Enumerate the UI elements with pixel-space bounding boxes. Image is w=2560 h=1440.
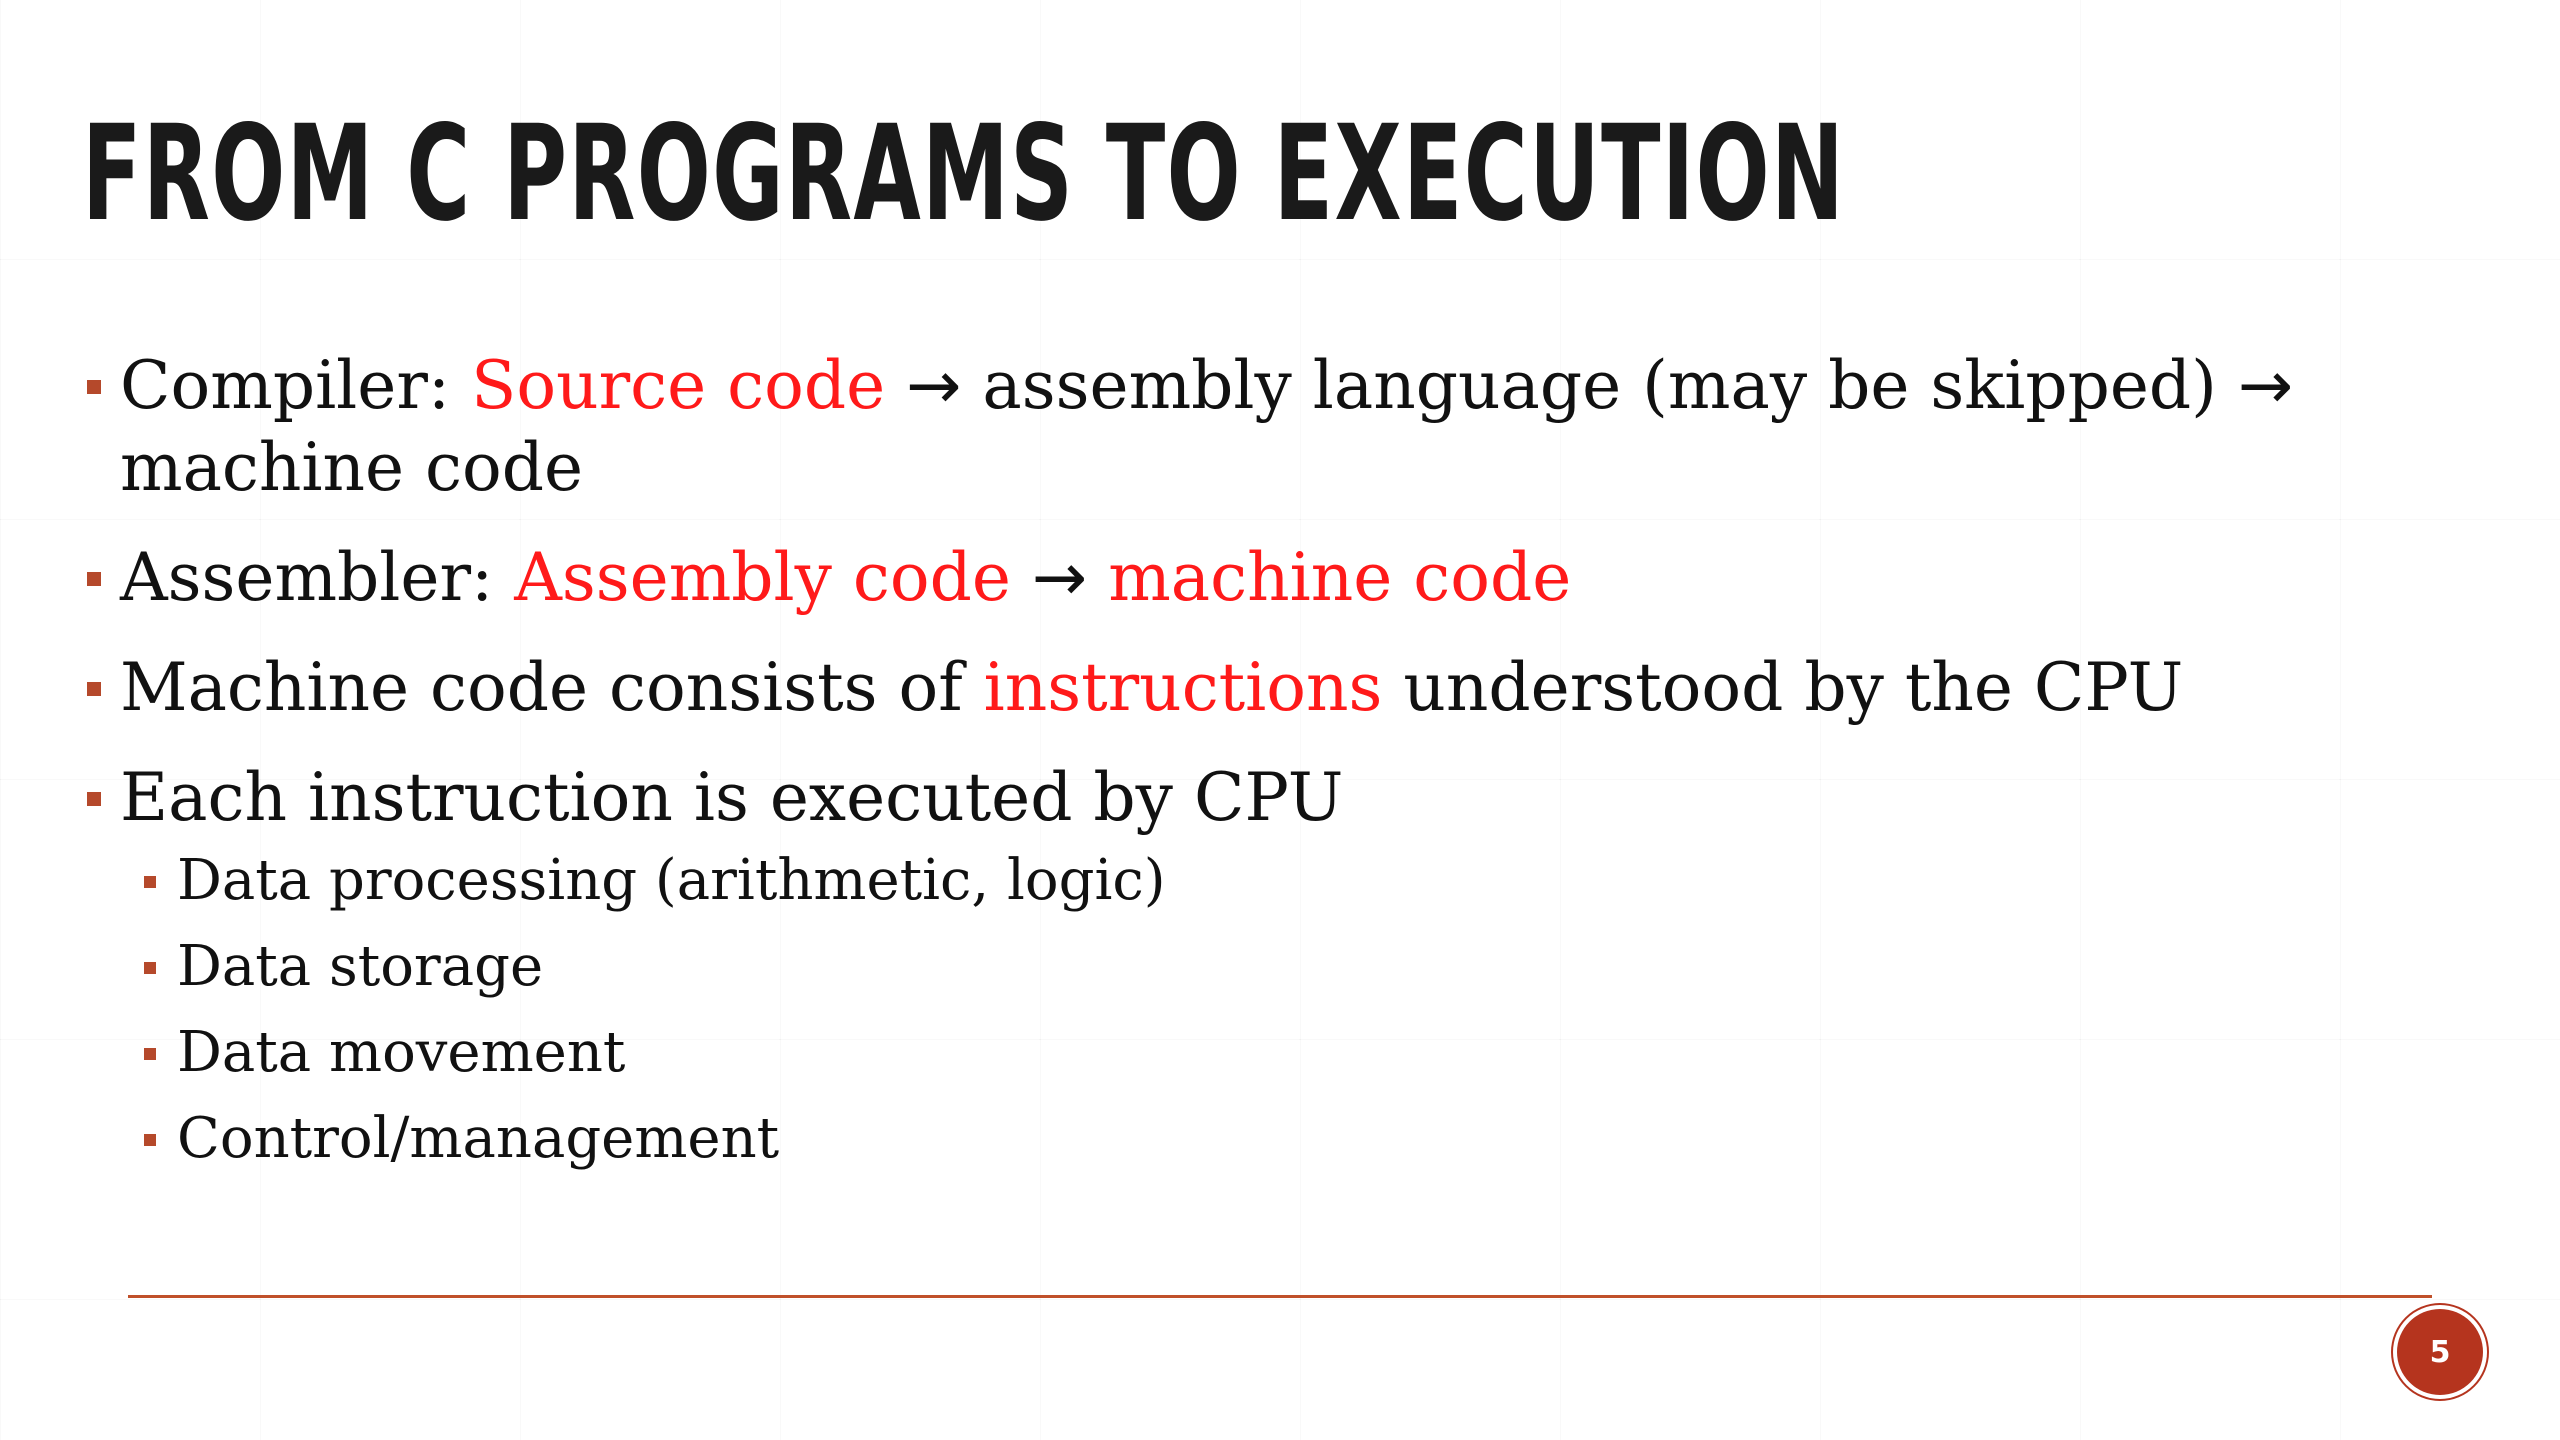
- page-number-badge: [2397, 1309, 2483, 1395]
- compiler-label: Compiler:: [120, 347, 451, 424]
- bullet-each-instruction: [82, 757, 2462, 839]
- assembly-code-highlight: Assembly code: [514, 539, 1011, 616]
- square-bullet-icon: [87, 792, 101, 806]
- sub-bullet-control-management: [82, 1103, 2462, 1175]
- machine-code-after: understood by the CPU: [1403, 649, 2184, 726]
- each-instruction-text: Each instruction is executed by CPU: [120, 759, 1344, 836]
- sub-item-text: Data storage: [177, 934, 544, 999]
- sub-bullet-data-movement: [82, 1017, 2462, 1089]
- right-arrow-icon: →: [1031, 539, 1088, 616]
- square-bullet-icon: [144, 962, 156, 974]
- bullet-list: [82, 345, 2462, 1189]
- machine-code-before: Machine code consists of: [120, 649, 963, 726]
- bullet-machine-code: [82, 647, 2462, 729]
- slide-title: FROM C PROGRAMS TO EXECUTION: [82, 97, 1846, 251]
- bullet-compiler: [82, 345, 2462, 509]
- right-arrow-icon: →: [906, 347, 962, 424]
- footer-divider: [128, 1295, 2432, 1298]
- sub-item-text: Data movement: [177, 1020, 626, 1085]
- square-bullet-icon: [87, 380, 101, 394]
- instructions-highlight: instructions: [983, 649, 1383, 726]
- assembly-language-text: assembly language (may be skipped): [982, 347, 2217, 424]
- right-arrow-icon: →: [2237, 347, 2294, 424]
- sub-bullet-data-processing: [82, 845, 2462, 917]
- machine-code-highlight: machine code: [1108, 539, 1572, 616]
- page-number: 5: [2429, 1334, 2451, 1370]
- bullet-assembler: [82, 537, 2462, 619]
- square-bullet-icon: [87, 572, 101, 586]
- square-bullet-icon: [144, 1134, 156, 1146]
- machine-code-text: machine code: [120, 429, 584, 506]
- assembler-label: Assembler:: [120, 539, 494, 616]
- sub-item-text: Control/management: [177, 1106, 780, 1171]
- source-code-highlight: Source code: [471, 347, 886, 424]
- square-bullet-icon: [87, 682, 101, 696]
- sub-bullet-data-storage: [82, 931, 2462, 1003]
- square-bullet-icon: [144, 1048, 156, 1060]
- sub-item-text: Data processing (arithmetic, logic): [177, 848, 1166, 913]
- square-bullet-icon: [144, 876, 156, 888]
